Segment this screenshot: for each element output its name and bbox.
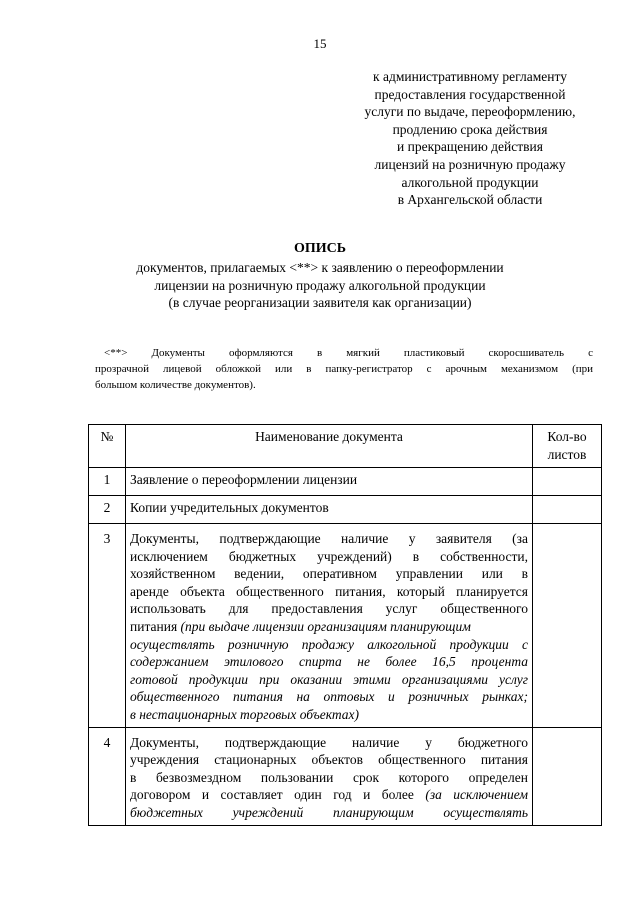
- document-name-line: Документы, подтверждающие наличие у заявителя (за: [130, 531, 528, 546]
- document-name-fragment: питания: [130, 618, 178, 634]
- header-line: к административному регламенту: [373, 69, 567, 84]
- document-name-note: (за исключением: [425, 787, 528, 803]
- document-subtitle: [0, 259, 640, 312]
- footnote-line: прозрачной лицевой обложкой или в папку-регистратор с арочным механизмом (при: [95, 363, 593, 375]
- document-name: [126, 524, 533, 728]
- document-name-line: [130, 786, 528, 804]
- table-row: [89, 524, 602, 728]
- row-number: 2: [89, 496, 126, 524]
- document-name-line: в безвозмездном пользовании срок которого определен: [130, 769, 528, 785]
- document-name-note-line: готовой продукции при оказании этими организациями услуг: [130, 671, 528, 687]
- table-row: [89, 496, 602, 524]
- document-name-note-line: осуществлять розничную продажу алкогольной продукции с: [130, 636, 528, 652]
- table-header-row: [89, 425, 602, 468]
- subtitle-line: (в случае реорганизации заявителя как организации): [168, 295, 472, 311]
- sheet-count-cell: [533, 524, 602, 728]
- document-name-note: (при выдаче лицензии организациям планирующим: [180, 618, 471, 634]
- header-line: продлению срока действия: [392, 121, 548, 137]
- header-line: предоставления государственной: [374, 86, 566, 102]
- document-name-fragment: договором и составляет один год и более: [130, 787, 414, 803]
- document-name-line: использовать для предоставления услуг общественного: [130, 601, 528, 617]
- document-name-line: аренде объекта общественного питания, который планируется: [130, 583, 528, 599]
- footnote-line: <**> Документы оформляются в мягкий пластиковый скоросшиватель с: [104, 347, 593, 359]
- table-row: [89, 727, 602, 825]
- header-line: алкогольной продукции: [401, 174, 539, 190]
- page-number: 15: [313, 36, 327, 51]
- document-name-note-line: содержанием этилового спирта не более 16,5 процента: [130, 654, 528, 670]
- header-number: №: [89, 425, 126, 468]
- document-title: ОПИСЬ: [293, 241, 347, 256]
- header-line: услуги по выдаче, переоформлению,: [364, 104, 576, 120]
- documents-table: [88, 424, 602, 826]
- header-line: в Архангельской области: [397, 192, 543, 208]
- subtitle-line: лицензии на розничную продажу алкогольной продукции: [154, 277, 486, 293]
- document-name: [126, 727, 533, 825]
- row-number: 1: [89, 468, 126, 496]
- sheet-count-cell: [533, 727, 602, 825]
- header-sheet-count: Кол-во листов: [533, 425, 602, 468]
- subtitle-line: документов, прилагаемых <**> к заявлению о переоформлении: [136, 260, 504, 275]
- document-name-line: Документы, подтверждающие наличие у бюджетного: [130, 734, 528, 750]
- document-name-line: [130, 618, 528, 636]
- document-name-line: исключением бюджетных учреждений) в собственности,: [130, 548, 528, 564]
- sheet-count-cell: [533, 468, 602, 496]
- header-line: и прекращению действия: [397, 139, 543, 155]
- header-line: лицензий на розничную продажу: [374, 156, 566, 172]
- document-name-note-line: в нестационарных торговых объектах): [130, 706, 360, 722]
- document-name-line: учреждения стационарных объектов общественного питания: [130, 752, 528, 768]
- row-number: 3: [89, 524, 126, 728]
- document-name-note-line: общественного питания на оптовых и розничных рынках;: [130, 689, 528, 705]
- footnote: [95, 345, 593, 393]
- document-name-note-line: бюджетных учреждений планирующим осуществлять: [130, 804, 528, 820]
- regulation-appendix-header: [330, 68, 610, 209]
- row-number: 4: [89, 727, 126, 825]
- table-row: [89, 468, 602, 496]
- footnote-line: большом количестве документов).: [95, 379, 256, 391]
- document-name-line: хозяйственном ведении, оперативном управлении или в: [130, 566, 528, 582]
- header-document-name: Наименование документа: [126, 425, 533, 468]
- sheet-count-cell: [533, 496, 602, 524]
- document-name: Заявление о переоформлении лицензии: [126, 468, 533, 496]
- document-name: Копии учредительных документов: [126, 496, 533, 524]
